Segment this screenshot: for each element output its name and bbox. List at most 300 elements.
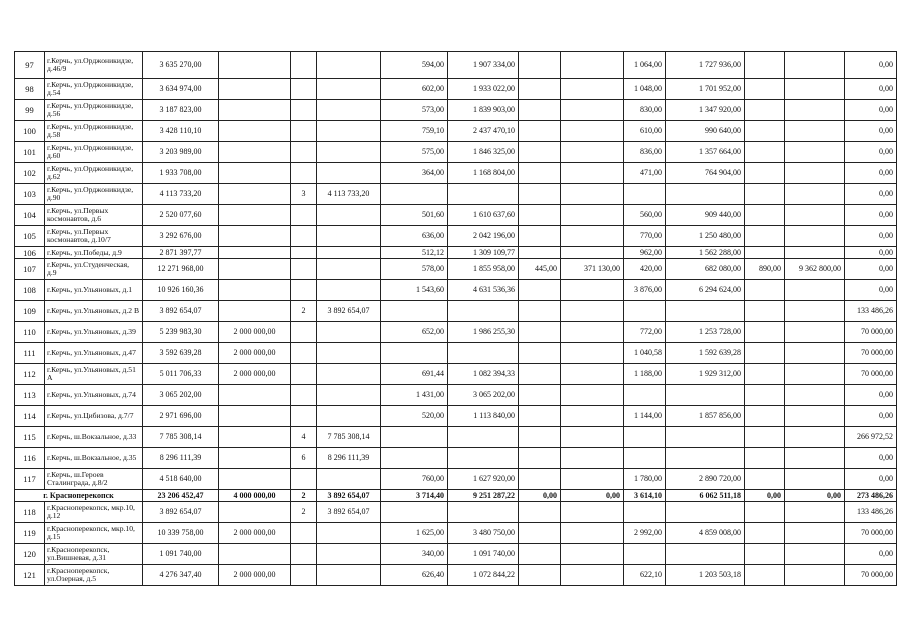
document-page <box>14 51 897 586</box>
subsidy-cell <box>219 301 291 322</box>
total-cost-cell: 3 634 974,00 <box>143 79 219 100</box>
reserve-cell: 70 000,00 <box>845 364 897 385</box>
roof-area-cell: 573,00 <box>381 100 448 121</box>
address-cell: г.Керчь, ул.Победы, д.9 <box>45 247 143 259</box>
total-cost-cell: 3 428 110,10 <box>143 121 219 142</box>
city-total-cost-cell: 23 206 452,47 <box>143 490 219 502</box>
total-cost-cell: 3 292 676,00 <box>143 226 219 247</box>
facade-area-cell: 445,00 <box>519 259 561 280</box>
total-cost-cell: 3 203 989,00 <box>143 142 219 163</box>
address-cell: г.Керчь, ш.Вокзальное, д.33 <box>45 427 143 448</box>
facade-cost-cell <box>561 142 624 163</box>
facade-area-cell <box>519 565 561 586</box>
reserve-cell: 0,00 <box>845 259 897 280</box>
address-cell: г.Красноперекопск, ул.Озерная, д.5 <box>45 565 143 586</box>
other-cost-cell <box>785 226 845 247</box>
subsidy-cell <box>219 226 291 247</box>
roof-area-cell: 760,00 <box>381 469 448 490</box>
facade-cost-cell <box>561 121 624 142</box>
table-row <box>15 100 897 121</box>
total-cost-cell: 5 239 983,30 <box>143 322 219 343</box>
basement-cost-cell: 1 203 503,18 <box>666 565 745 586</box>
address-cell: г.Керчь, ул.Ульяновых, д.47 <box>45 343 143 364</box>
subsidy-cell <box>219 448 291 469</box>
basement-area-cell: 1 040,58 <box>624 343 666 364</box>
other-cost-cell <box>785 544 845 565</box>
reserve-cell: 0,00 <box>845 163 897 184</box>
count-cell <box>291 205 317 226</box>
roof-cost-cell <box>448 301 519 322</box>
amount-cell <box>317 79 381 100</box>
row-number: 97 <box>15 52 45 79</box>
reserve-cell: 0,00 <box>845 121 897 142</box>
roof-area-cell <box>381 427 448 448</box>
other-area-cell <box>745 163 785 184</box>
other-cost-cell <box>785 469 845 490</box>
roof-area-cell: 691,44 <box>381 364 448 385</box>
basement-cost-cell: 1 857 856,00 <box>666 406 745 427</box>
subsidy-cell <box>219 247 291 259</box>
basement-cost-cell: 1 592 639,28 <box>666 343 745 364</box>
address-cell: г.Керчь, ш.Героев Сталинграда, д.8/2 <box>45 469 143 490</box>
subsidy-cell <box>219 469 291 490</box>
reserve-cell: 0,00 <box>845 385 897 406</box>
basement-area-cell: 830,00 <box>624 100 666 121</box>
facade-cost-cell <box>561 565 624 586</box>
other-area-cell <box>745 427 785 448</box>
total-cost-cell: 3 892 654,07 <box>143 502 219 523</box>
other-cost-cell <box>785 427 845 448</box>
row-number: 106 <box>15 247 45 259</box>
facade-area-cell <box>519 343 561 364</box>
roof-cost-cell <box>448 184 519 205</box>
facade-cost-cell <box>561 406 624 427</box>
subsidy-cell <box>219 142 291 163</box>
roof-area-cell <box>381 184 448 205</box>
basement-cost-cell: 990 640,00 <box>666 121 745 142</box>
basement-area-cell <box>624 502 666 523</box>
other-area-cell <box>745 184 785 205</box>
subsidy-cell <box>219 184 291 205</box>
other-cost-cell <box>785 280 845 301</box>
roof-area-cell: 520,00 <box>381 406 448 427</box>
total-cost-cell: 4 113 733,20 <box>143 184 219 205</box>
count-cell <box>291 163 317 184</box>
count-cell: 3 <box>291 184 317 205</box>
row-number: 118 <box>15 502 45 523</box>
address-cell: г.Керчь, ул.Орджоникидзе, д.46/9 <box>45 52 143 79</box>
facade-area-cell <box>519 448 561 469</box>
subsidy-cell <box>219 79 291 100</box>
subsidy-cell: 2 000 000,00 <box>219 364 291 385</box>
basement-cost-cell: 909 440,00 <box>666 205 745 226</box>
other-cost-cell <box>785 79 845 100</box>
subsidy-cell: 2 000 000,00 <box>219 322 291 343</box>
facade-area-cell <box>519 100 561 121</box>
total-cost-cell: 1 091 740,00 <box>143 544 219 565</box>
basement-cost-cell: 1 347 920,00 <box>666 100 745 121</box>
city-facade-area-cell: 0,00 <box>519 490 561 502</box>
reserve-cell: 0,00 <box>845 226 897 247</box>
other-cost-cell <box>785 52 845 79</box>
facade-area-cell <box>519 322 561 343</box>
basement-area-cell <box>624 184 666 205</box>
total-cost-cell: 4 276 347,40 <box>143 565 219 586</box>
count-cell <box>291 406 317 427</box>
other-cost-cell <box>785 343 845 364</box>
address-cell: г.Керчь, ул.Орджоникидзе, д.90 <box>45 184 143 205</box>
other-area-cell <box>745 121 785 142</box>
row-number: 101 <box>15 142 45 163</box>
facade-cost-cell <box>561 544 624 565</box>
other-cost-cell <box>785 205 845 226</box>
reserve-cell: 0,00 <box>845 184 897 205</box>
basement-cost-cell <box>666 184 745 205</box>
facade-area-cell <box>519 226 561 247</box>
other-area-cell <box>745 205 785 226</box>
subsidy-cell <box>219 52 291 79</box>
total-cost-cell: 1 933 708,00 <box>143 163 219 184</box>
other-cost-cell <box>785 247 845 259</box>
count-cell <box>291 280 317 301</box>
other-cost-cell <box>785 502 845 523</box>
facade-area-cell <box>519 502 561 523</box>
row-number: 104 <box>15 205 45 226</box>
basement-cost-cell: 1 701 952,00 <box>666 79 745 100</box>
reserve-cell: 0,00 <box>845 544 897 565</box>
row-number: 116 <box>15 448 45 469</box>
other-area-cell <box>745 544 785 565</box>
other-area-cell <box>745 565 785 586</box>
facade-area-cell <box>519 142 561 163</box>
total-cost-cell: 2 971 696,00 <box>143 406 219 427</box>
basement-area-cell: 1 048,00 <box>624 79 666 100</box>
roof-area-cell: 626,40 <box>381 565 448 586</box>
basement-area-cell: 560,00 <box>624 205 666 226</box>
other-cost-cell <box>785 448 845 469</box>
amount-cell <box>317 544 381 565</box>
basement-area-cell: 610,00 <box>624 121 666 142</box>
reserve-cell: 0,00 <box>845 469 897 490</box>
roof-cost-cell: 1 113 840,00 <box>448 406 519 427</box>
address-cell: г.Керчь, ул.Ульяновых, д.51 А <box>45 364 143 385</box>
amount-cell <box>317 364 381 385</box>
facade-area-cell <box>519 247 561 259</box>
row-number: 99 <box>15 100 45 121</box>
facade-cost-cell <box>561 301 624 322</box>
roof-cost-cell: 1 091 740,00 <box>448 544 519 565</box>
address-cell: г.Керчь, ул.Ульяновых, д.39 <box>45 322 143 343</box>
amount-cell <box>317 385 381 406</box>
facade-cost-cell <box>561 502 624 523</box>
table-row <box>15 565 897 586</box>
roof-area-cell: 364,00 <box>381 163 448 184</box>
subsidy-cell <box>219 406 291 427</box>
row-number: 115 <box>15 427 45 448</box>
amount-cell <box>317 226 381 247</box>
row-number: 114 <box>15 406 45 427</box>
address-cell: г.Керчь, ул.Ульяновых, д.74 <box>45 385 143 406</box>
basement-area-cell: 1 188,00 <box>624 364 666 385</box>
other-cost-cell <box>785 100 845 121</box>
other-area-cell <box>745 301 785 322</box>
basement-area-cell: 1 144,00 <box>624 406 666 427</box>
amount-cell <box>317 565 381 586</box>
basement-area-cell: 836,00 <box>624 142 666 163</box>
subsidy-cell <box>219 259 291 280</box>
roof-cost-cell: 1 986 255,30 <box>448 322 519 343</box>
other-area-cell <box>745 100 785 121</box>
table-row <box>15 448 897 469</box>
table-row <box>15 406 897 427</box>
facade-area-cell <box>519 469 561 490</box>
roof-cost-cell: 1 839 903,00 <box>448 100 519 121</box>
reserve-cell: 0,00 <box>845 247 897 259</box>
row-number: 111 <box>15 343 45 364</box>
city-roof-cost-cell: 9 251 287,22 <box>448 490 519 502</box>
facade-cost-cell: 371 130,00 <box>561 259 624 280</box>
basement-cost-cell: 764 904,00 <box>666 163 745 184</box>
count-cell <box>291 469 317 490</box>
table-row <box>15 301 897 322</box>
basement-area-cell <box>624 544 666 565</box>
facade-cost-cell <box>561 364 624 385</box>
count-cell <box>291 343 317 364</box>
city-basement-area-cell: 3 614,10 <box>624 490 666 502</box>
facade-cost-cell <box>561 79 624 100</box>
count-cell <box>291 79 317 100</box>
roof-area-cell: 594,00 <box>381 52 448 79</box>
roof-cost-cell: 1 846 325,00 <box>448 142 519 163</box>
table-row <box>15 52 897 79</box>
row-number: 98 <box>15 79 45 100</box>
count-cell <box>291 121 317 142</box>
count-cell: 4 <box>291 427 317 448</box>
basement-cost-cell: 682 080,00 <box>666 259 745 280</box>
roof-area-cell <box>381 502 448 523</box>
count-cell <box>291 259 317 280</box>
roof-area-cell <box>381 301 448 322</box>
basement-area-cell: 1 780,00 <box>624 469 666 490</box>
total-cost-cell: 3 635 270,00 <box>143 52 219 79</box>
basement-area-cell <box>624 427 666 448</box>
amount-cell <box>317 205 381 226</box>
table-row <box>15 502 897 523</box>
roof-cost-cell: 1 309 109,77 <box>448 247 519 259</box>
basement-cost-cell: 1 562 288,00 <box>666 247 745 259</box>
roof-area-cell: 501,60 <box>381 205 448 226</box>
basement-cost-cell <box>666 385 745 406</box>
basement-area-cell: 962,00 <box>624 247 666 259</box>
total-cost-cell: 8 296 111,39 <box>143 448 219 469</box>
amount-cell: 4 113 733,20 <box>317 184 381 205</box>
other-cost-cell <box>785 385 845 406</box>
subsidy-cell: 2 000 000,00 <box>219 343 291 364</box>
count-cell: 6 <box>291 448 317 469</box>
reserve-cell: 70 000,00 <box>845 322 897 343</box>
total-cost-cell: 4 518 640,00 <box>143 469 219 490</box>
city-reserve-cell: 273 486,26 <box>845 490 897 502</box>
roof-area-cell: 578,00 <box>381 259 448 280</box>
roof-area-cell: 1 543,60 <box>381 280 448 301</box>
amount-cell: 3 892 654,07 <box>317 301 381 322</box>
count-cell <box>291 364 317 385</box>
count-cell <box>291 142 317 163</box>
basement-area-cell: 772,00 <box>624 322 666 343</box>
amount-cell <box>317 100 381 121</box>
subsidy-cell <box>219 205 291 226</box>
table-row <box>15 322 897 343</box>
roof-area-cell: 512,12 <box>381 247 448 259</box>
row-number: 119 <box>15 523 45 544</box>
basement-area-cell: 471,00 <box>624 163 666 184</box>
other-area-cell <box>745 502 785 523</box>
roof-cost-cell: 2 437 470,10 <box>448 121 519 142</box>
roof-area-cell: 652,00 <box>381 322 448 343</box>
data-table <box>14 51 897 586</box>
other-area-cell <box>745 385 785 406</box>
count-cell <box>291 322 317 343</box>
subsidy-cell: 2 000 000,00 <box>219 565 291 586</box>
basement-cost-cell <box>666 544 745 565</box>
reserve-cell: 133 486,26 <box>845 301 897 322</box>
basement-area-cell: 2 992,00 <box>624 523 666 544</box>
row-number: 108 <box>15 280 45 301</box>
amount-cell <box>317 523 381 544</box>
address-cell: г.Красноперекопск, ул.Вишневая, д.31 <box>45 544 143 565</box>
amount-cell <box>317 247 381 259</box>
amount-cell <box>317 259 381 280</box>
row-number: 105 <box>15 226 45 247</box>
table-row <box>15 469 897 490</box>
table-row <box>15 142 897 163</box>
roof-cost-cell: 2 042 196,00 <box>448 226 519 247</box>
facade-area-cell <box>519 205 561 226</box>
row-number: 112 <box>15 364 45 385</box>
count-cell <box>291 100 317 121</box>
total-cost-cell: 3 892 654,07 <box>143 301 219 322</box>
roof-area-cell: 1 431,00 <box>381 385 448 406</box>
basement-cost-cell: 4 859 008,00 <box>666 523 745 544</box>
reserve-cell: 0,00 <box>845 448 897 469</box>
other-cost-cell <box>785 142 845 163</box>
reserve-cell: 133 486,26 <box>845 502 897 523</box>
row-number: 113 <box>15 385 45 406</box>
row-number: 120 <box>15 544 45 565</box>
roof-area-cell: 759,10 <box>381 121 448 142</box>
count-cell <box>291 226 317 247</box>
facade-cost-cell <box>561 448 624 469</box>
subsidy-cell <box>219 427 291 448</box>
city-amount-cell: 3 892 654,07 <box>317 490 381 502</box>
count-cell <box>291 52 317 79</box>
other-area-cell <box>745 523 785 544</box>
roof-cost-cell: 1 907 334,00 <box>448 52 519 79</box>
roof-cost-cell: 1 072 844,22 <box>448 565 519 586</box>
count-cell <box>291 565 317 586</box>
subsidy-cell <box>219 544 291 565</box>
facade-cost-cell <box>561 385 624 406</box>
other-area-cell <box>745 79 785 100</box>
subsidy-cell <box>219 385 291 406</box>
subsidy-cell <box>219 100 291 121</box>
roof-cost-cell: 1 933 022,00 <box>448 79 519 100</box>
table-row <box>15 343 897 364</box>
amount-cell <box>317 163 381 184</box>
roof-cost-cell <box>448 427 519 448</box>
facade-area-cell <box>519 364 561 385</box>
table-row <box>15 544 897 565</box>
row-number: 100 <box>15 121 45 142</box>
facade-area-cell <box>519 184 561 205</box>
roof-cost-cell <box>448 448 519 469</box>
other-area-cell: 890,00 <box>745 259 785 280</box>
total-cost-cell: 2 871 397,77 <box>143 247 219 259</box>
facade-cost-cell <box>561 280 624 301</box>
table-row <box>15 385 897 406</box>
facade-area-cell <box>519 163 561 184</box>
table-row <box>15 523 897 544</box>
facade-area-cell <box>519 280 561 301</box>
basement-area-cell: 420,00 <box>624 259 666 280</box>
count-cell <box>291 385 317 406</box>
basement-area-cell: 622,10 <box>624 565 666 586</box>
table-row <box>15 163 897 184</box>
other-area-cell <box>745 52 785 79</box>
other-cost-cell: 9 362 800,00 <box>785 259 845 280</box>
reserve-cell: 0,00 <box>845 205 897 226</box>
basement-cost-cell: 1 357 664,00 <box>666 142 745 163</box>
table-row <box>15 427 897 448</box>
subsidy-cell <box>219 163 291 184</box>
total-cost-cell: 10 339 758,00 <box>143 523 219 544</box>
count-cell <box>291 247 317 259</box>
total-cost-cell: 2 520 077,60 <box>143 205 219 226</box>
subsidy-cell <box>219 280 291 301</box>
other-area-cell <box>745 322 785 343</box>
facade-cost-cell <box>561 52 624 79</box>
roof-cost-cell <box>448 343 519 364</box>
other-cost-cell <box>785 163 845 184</box>
facade-cost-cell <box>561 343 624 364</box>
other-area-cell <box>745 343 785 364</box>
total-cost-cell: 3 187 823,00 <box>143 100 219 121</box>
amount-cell <box>317 469 381 490</box>
city-name: г. Красноперекопск <box>15 490 143 502</box>
facade-area-cell <box>519 79 561 100</box>
roof-cost-cell: 3 480 750,00 <box>448 523 519 544</box>
reserve-cell: 0,00 <box>845 79 897 100</box>
reserve-cell: 0,00 <box>845 406 897 427</box>
reserve-cell: 70 000,00 <box>845 523 897 544</box>
basement-cost-cell: 1 929 312,00 <box>666 364 745 385</box>
subsidy-cell <box>219 502 291 523</box>
basement-cost-cell: 2 890 720,00 <box>666 469 745 490</box>
amount-cell <box>317 343 381 364</box>
address-cell: г.Керчь, ул.Орджоникидзе, д.60 <box>45 142 143 163</box>
table-row <box>15 184 897 205</box>
roof-cost-cell: 1 168 804,00 <box>448 163 519 184</box>
city-total-row <box>15 490 897 502</box>
total-cost-cell: 5 011 706,33 <box>143 364 219 385</box>
amount-cell: 7 785 308,14 <box>317 427 381 448</box>
roof-cost-cell: 1 082 394,33 <box>448 364 519 385</box>
address-cell: г.Красноперекопск, мкр.10, д.15 <box>45 523 143 544</box>
facade-cost-cell <box>561 322 624 343</box>
other-area-cell <box>745 226 785 247</box>
row-number: 102 <box>15 163 45 184</box>
city-facade-cost-cell: 0,00 <box>561 490 624 502</box>
